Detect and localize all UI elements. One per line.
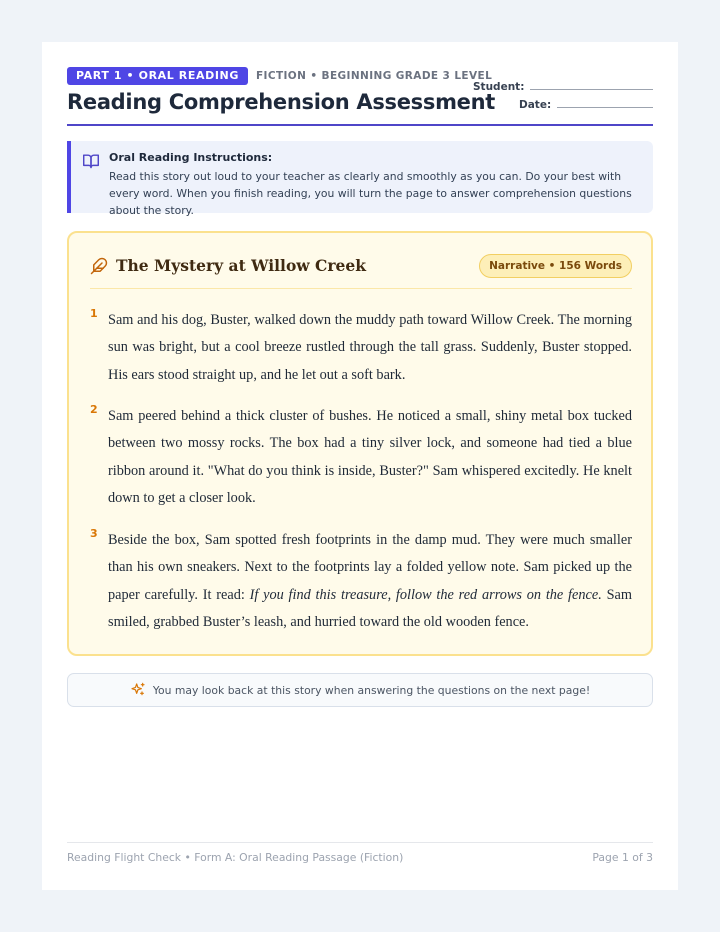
date-label: Date: bbox=[519, 99, 552, 111]
paragraph-text: Sam peered behind a thick cluster of bushes. He noticed a small, shiny metal box tucked between two mossy rocks. The box had a tiny silver lock, and someone had tied a blue ribbon around it. "What do you think is inside, Buster?" Sam whispered excitedly. He knelt down to get a closer look. bbox=[108, 408, 632, 507]
instructions-box bbox=[67, 141, 653, 217]
paragraph-text-start: Beside the box, Sam spotted fresh footprints in the damp mud. They were much smaller than his own sneakers. Next to the footprints lay a folded yellow note. Sam picked up the paper carefully. It read: bbox=[108, 532, 632, 603]
part-badge: PART 1 • ORAL READING bbox=[67, 67, 248, 85]
paragraph-3 bbox=[90, 527, 632, 637]
book-open-icon bbox=[82, 153, 100, 169]
assessment-page bbox=[42, 42, 678, 890]
student-info-fields bbox=[473, 76, 653, 112]
date-field[interactable] bbox=[473, 94, 653, 111]
date-line[interactable] bbox=[557, 107, 653, 108]
student-field[interactable] bbox=[473, 76, 653, 93]
story-card bbox=[67, 231, 653, 656]
page-footer bbox=[67, 842, 653, 872]
instructions-title: Oral Reading Instructions: bbox=[109, 151, 273, 164]
paragraph-number: 3 bbox=[90, 527, 98, 540]
page-header bbox=[67, 67, 653, 126]
feather-icon bbox=[90, 257, 108, 275]
student-label: Student: bbox=[473, 81, 525, 93]
student-line[interactable] bbox=[530, 89, 653, 90]
look-back-note bbox=[67, 673, 653, 707]
paragraph-text bbox=[108, 527, 632, 637]
paragraph-number: 1 bbox=[90, 307, 98, 320]
sparkle-icon bbox=[130, 682, 146, 698]
note-quote: If you find this treasure, follow the red arrows on the fence. bbox=[249, 586, 602, 603]
page-title: Reading Comprehension Assessment bbox=[67, 90, 495, 114]
paragraph-number: 2 bbox=[90, 403, 98, 416]
note-text: You may look back at this story when answering the questions on the next page! bbox=[152, 683, 591, 697]
story-header bbox=[90, 253, 632, 289]
paragraph-text-end: Sam smiled, grabbed Buster’s leash, and hurried toward the old wooden fence. bbox=[108, 586, 632, 631]
footer-form-label: Reading Flight Check • Form A: Oral Reading Passage (Fiction) bbox=[67, 851, 404, 864]
story-badge: Narrative • 156 Words bbox=[479, 254, 632, 278]
paragraph-text: Sam and his dog, Buster, walked down the muddy path toward Willow Creek. The morning sun was bright, but a cool breeze rustled through the tall grass. Suddenly, Buster stopped. His ears stood straight up, and he let out a soft bark. bbox=[108, 312, 632, 383]
level-label: FICTION • BEGINNING GRADE 3 LEVEL bbox=[255, 70, 493, 82]
paragraph-2 bbox=[90, 403, 632, 513]
paragraph-1 bbox=[90, 307, 632, 389]
page-number: Page 1 of 3 bbox=[592, 851, 653, 864]
story-title: The Mystery at Willow Creek bbox=[116, 256, 366, 275]
instructions-text: Read this story out loud to your teacher as clearly and smoothly as you can. Do your best with every word. When you finish reading, you will turn the page to answer comprehension questions about the story. bbox=[109, 170, 632, 217]
